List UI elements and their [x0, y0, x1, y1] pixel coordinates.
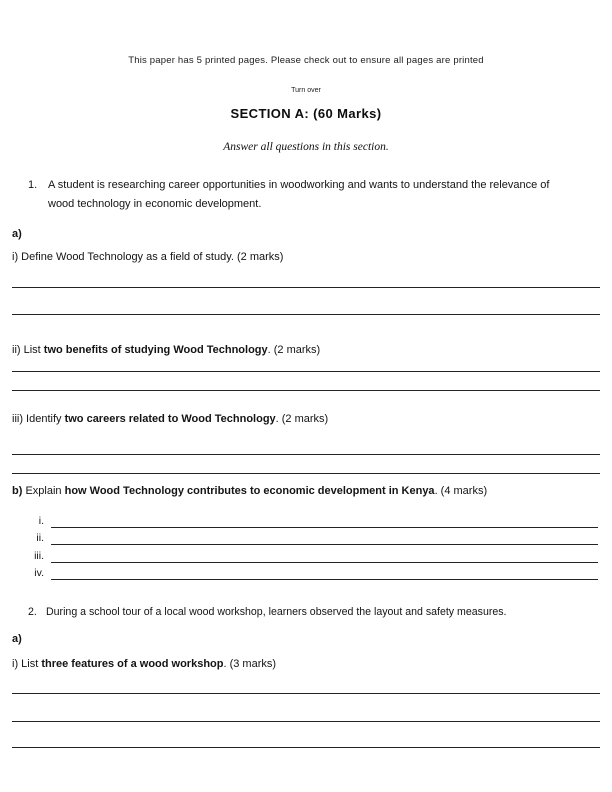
q1-a-iii-bold: two careers related to Wood Technology [64, 413, 276, 425]
answer-line [51, 530, 598, 545]
section-title: SECTION A: (60 Marks) [230, 106, 382, 121]
answer-line [12, 371, 600, 372]
q2-a-i-pre: i) List [12, 658, 42, 670]
q1-part-b-label: b) [12, 485, 23, 497]
q1-b-bold: how Wood Technology contributes to economic development in Kenya [64, 485, 435, 497]
q1-a-iii-post: . (2 marks) [275, 413, 329, 425]
question-1 [28, 176, 576, 213]
roman-numeral: i. [38, 515, 44, 527]
q1-a-ii-post: . (2 marks) [267, 344, 321, 356]
page-count-note: This paper has 5 printed pages. Please check out to ensure all pages are printed [128, 55, 484, 66]
answer-line [51, 548, 598, 563]
q1-b-post: . (4 marks) [434, 485, 488, 497]
answer-list-row [18, 548, 598, 563]
q1-a-i-prompt: i) Define Wood Technology as a field of study. (2 marks) [12, 251, 284, 263]
q1-part-b-prompt [12, 485, 487, 497]
q1-a-ii-pre: ii) List [12, 344, 44, 356]
section-instruction: Answer all questions in this section. [223, 141, 389, 153]
answer-line [12, 747, 600, 748]
q1-a-ii-bold: two benefits of studying Wood Technology [43, 344, 268, 356]
q1-part-a-label: a) [12, 228, 22, 240]
q2-a-i-bold: three features of a wood workshop [41, 658, 224, 670]
answer-line [12, 390, 600, 391]
roman-numeral: iv. [34, 567, 44, 579]
q2-a-i-post: . (3 marks) [223, 658, 277, 670]
q1-a-iii-pre: iii) Identify [12, 413, 65, 425]
question-2-number: 2. [28, 606, 37, 618]
answer-line [51, 565, 598, 580]
answer-line [12, 314, 600, 315]
answer-line [12, 454, 600, 455]
q2-part-a-label: a) [12, 633, 22, 645]
answer-line [51, 513, 598, 528]
answer-line [12, 721, 600, 722]
answer-line [12, 473, 600, 474]
answer-list-row [18, 513, 598, 528]
question-1-number: 1. [28, 179, 38, 191]
q2-a-i-prompt [12, 658, 276, 670]
answer-list-row [18, 530, 598, 545]
turn-over-note: Turn over [291, 87, 321, 94]
answer-line [12, 693, 600, 694]
question-1-text: A student is researching career opportunities in woodworking and wants to understand the relevance of wood technology in economic development. [48, 179, 550, 210]
answer-line [12, 287, 600, 288]
roman-numeral: ii. [36, 532, 44, 544]
roman-numeral: iii. [34, 550, 44, 562]
question-2 [28, 603, 606, 622]
q1-a-ii-prompt [12, 344, 320, 356]
answer-list-row [18, 565, 598, 580]
question-2-text: During a school tour of a local wood workshop, learners observed the layout and safety measures. [46, 606, 507, 618]
q1-b-pre: Explain [22, 485, 65, 497]
q1-a-iii-prompt [12, 413, 328, 425]
